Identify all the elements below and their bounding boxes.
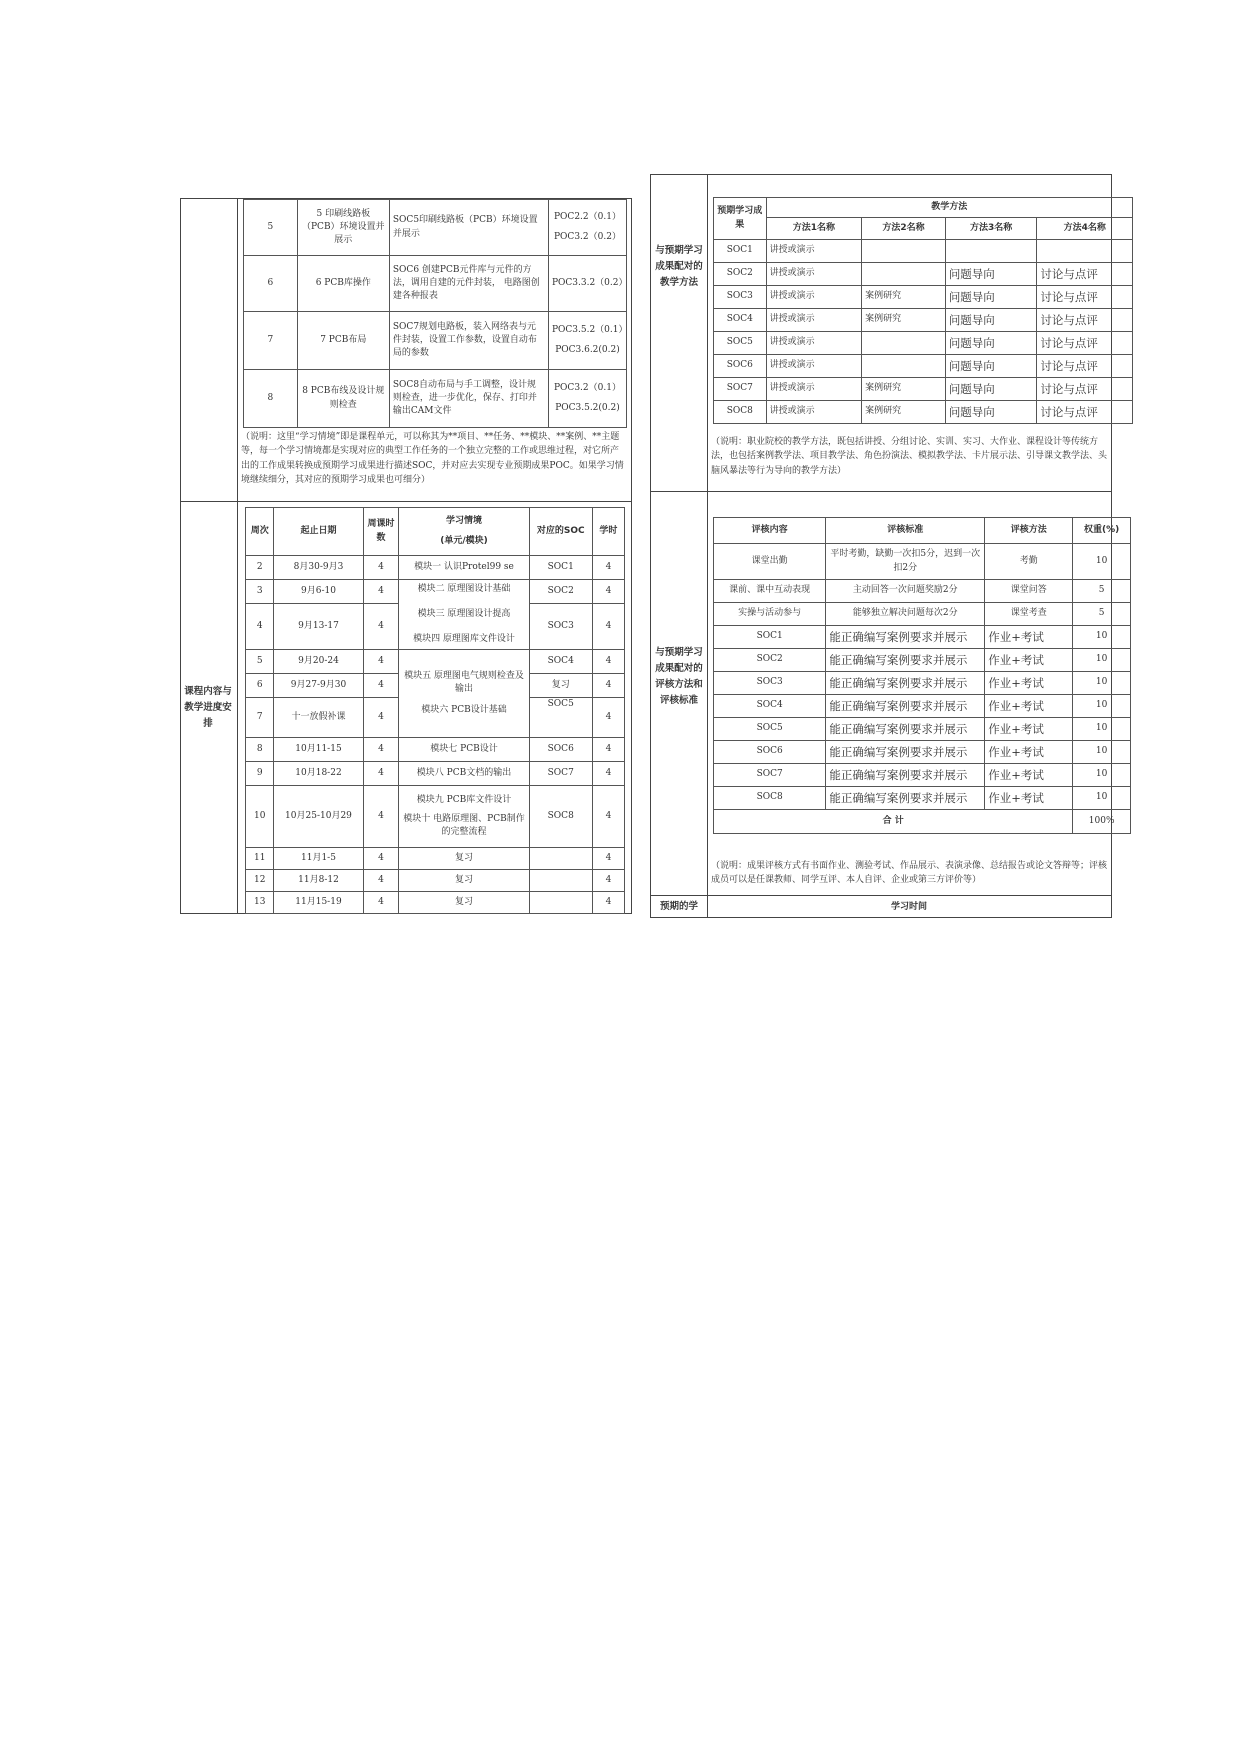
total-row (714, 810, 1131, 834)
method-4-cell: 讨论与点评 (1037, 309, 1133, 332)
soc-cell: SOC4 (529, 650, 592, 674)
method-2-cell: 案例研究 (862, 401, 946, 424)
table-row (714, 240, 1133, 263)
hours-cell: 4 (592, 870, 624, 892)
col-methods-group: 教学方法 (766, 198, 1132, 218)
col-situation (399, 508, 529, 556)
soc-cell: SOC3 (529, 604, 592, 650)
hours-cell: 4 (592, 674, 624, 698)
method-3-cell: 问题导向 (945, 286, 1037, 309)
method-1-cell: 讲授或演示 (766, 263, 861, 286)
hpw-cell: 4 (363, 674, 399, 698)
hpw-cell: 4 (363, 556, 399, 580)
content-cell: SOC2 (714, 649, 826, 672)
week-cell: 6 (246, 674, 274, 698)
col-method-3: 方法3名称 (945, 218, 1037, 240)
hpw-cell: 4 (363, 892, 399, 914)
soc-cell: 复习 (529, 674, 592, 698)
method-1-cell: 讲授或演示 (766, 309, 861, 332)
method-3-cell: 问题导向 (945, 309, 1037, 332)
bottom-header: 学习时间 (890, 902, 927, 912)
standard-cell: 能正确编写案例要求并展示 (826, 787, 985, 810)
table-row (246, 738, 625, 762)
table-row (714, 332, 1133, 355)
table-row (714, 672, 1131, 695)
method-cell: 作业+考试 (985, 672, 1073, 695)
col-situation-sub: (单元/模块) (440, 535, 488, 546)
dates-cell: 10月18-22 (274, 762, 363, 786)
dates-cell: 11月1-5 (274, 848, 363, 870)
schedule-section-label: 课程内容与教学进度安排 (184, 686, 232, 730)
table-row (246, 580, 625, 604)
table-row (246, 892, 625, 914)
col-method-1: 方法1名称 (766, 218, 861, 240)
weight-cell: 10 (1073, 787, 1131, 810)
week-cell: 2 (246, 556, 274, 580)
module-4: 模块四 原理图库文件设计 (413, 634, 515, 645)
standard-cell: 能够独立解决问题每次2分 (826, 603, 985, 626)
left-panel (180, 198, 632, 914)
weight-cell: 5 (1073, 603, 1131, 626)
method-1-cell: 讲授或演示 (766, 355, 861, 378)
soc-description: SOC7规划电路板，装入网络表与元件封装，设置工作参数，设置自动布局的参数 (389, 312, 548, 370)
dates-cell: 十一放假补课 (274, 698, 363, 738)
soc-cell: SOC8 (529, 786, 592, 848)
dates-cell: 10月11-15 (274, 738, 363, 762)
table-row (244, 256, 627, 312)
hpw-cell: 4 (363, 698, 399, 738)
weight-cell: 10 (1073, 741, 1131, 764)
table-row (246, 556, 625, 580)
poc-value: POC3.5.2（0.1） (551, 325, 628, 336)
col-method-2: 方法2名称 (862, 218, 946, 240)
method-3-cell: 问题导向 (945, 355, 1037, 378)
method-1-cell: 讲授或演示 (766, 240, 861, 263)
hours-cell: 4 (592, 762, 624, 786)
col-standard: 评核标准 (826, 518, 985, 544)
table-row (714, 286, 1133, 309)
table-row (714, 309, 1133, 332)
standard-cell: 能正确编写案例要求并展示 (826, 626, 985, 649)
method-cell: 课堂考查 (985, 603, 1073, 626)
weight-cell: 10 (1073, 649, 1131, 672)
right-panel (650, 174, 1120, 918)
soc-cell: SOC3 (714, 286, 767, 309)
methods-note: （说明：职业院校的教学方法，既包括讲授、分组讨论、实训、实习、大作业、课程设计等传统方法，也包括案例教学法、项目教学法、角色扮演法、模拟教学法、卡片展示法、引导课文教学法、头脑风暴法等行为导向的教学方法） (711, 437, 1108, 476)
col-hours-per-week: 周课时数 (363, 508, 399, 556)
col-situation-title: 学习情境 (445, 516, 482, 527)
soc-cell: SOC2 (714, 263, 767, 286)
situation-cell: 7 PCB布局 (297, 312, 389, 370)
method-1-cell: 讲授或演示 (766, 378, 861, 401)
assess-section-label: 与预期学习成果配对的评核方法和评核标准 (655, 647, 703, 707)
standard-cell: 能正确编写案例要求并展示 (826, 695, 985, 718)
method-4-cell: 讨论与点评 (1037, 263, 1133, 286)
table-row (714, 401, 1133, 424)
hpw-cell: 4 (363, 870, 399, 892)
week-cell: 5 (246, 650, 274, 674)
table-row (246, 870, 625, 892)
module-cell: 复习 (399, 870, 529, 892)
module-cell: 模块八 PCB文档的输出 (399, 762, 529, 786)
method-3-cell: 问题导向 (945, 332, 1037, 355)
soc-description: SOC6 创建PCB元件库与元件的方法，调用自建的元件封装， 电路图创建各种报表 (389, 256, 548, 312)
left-label-column (181, 199, 238, 913)
content-cell: SOC3 (714, 672, 826, 695)
content-cell: SOC5 (714, 718, 826, 741)
soc-cell (529, 870, 592, 892)
table-row (714, 378, 1133, 401)
soc-description: SOC5印刷线路板（PCB）环境设置并展示 (389, 200, 548, 256)
dates-cell: 9月6-10 (274, 580, 363, 604)
poc-cell (548, 200, 626, 256)
soc-cell (529, 848, 592, 870)
weight-cell: 10 (1073, 764, 1131, 787)
method-4-cell (1037, 240, 1133, 263)
poc-cell (548, 256, 626, 312)
hours-cell: 4 (592, 698, 624, 738)
hpw-cell: 4 (363, 762, 399, 786)
content-cell: 实操与活动参与 (714, 603, 826, 626)
content-cell: SOC7 (714, 764, 826, 787)
col-dates: 起止日期 (274, 508, 363, 556)
module-10: 模块十 电路原理图、PCB制作的完整流程 (403, 813, 525, 838)
method-cell: 作业+考试 (985, 695, 1073, 718)
soc-cell: SOC8 (714, 401, 767, 424)
col-weight: 权重(%) (1073, 518, 1131, 544)
method-cell: 作业+考试 (985, 626, 1073, 649)
row-number: 7 (244, 312, 298, 370)
standard-cell: 主动回答一次问题奖励2分 (826, 580, 985, 603)
methods-table (713, 197, 1133, 424)
col-soc: 对应的SOC (529, 508, 592, 556)
outcomes-note: （说明：这里“学习情境”即是课程单元，可以称其为**项目、**任务、**模块、**案例、**主题等，每一个学习情境都是实现对应的典型工作任务的一个独立完整的工作或思维过程，对它所产出的工作成果转换成预期学习成果进行描述SOC，并对应去实现专业预期成果POC。如果学习情境继续细分，其对应的预期学习成果也可细分） (241, 432, 624, 486)
situation-cell: 8 PCB布线及设计规则检查 (297, 370, 389, 428)
poc-cell (548, 370, 626, 428)
hpw-cell: 4 (363, 738, 399, 762)
module-cell (399, 786, 529, 848)
content-cell: 课堂出勤 (714, 544, 826, 580)
situation-cell: 5 印刷线路板（PCB）环境设置并展示 (297, 200, 389, 256)
hpw-cell: 4 (363, 604, 399, 650)
standard-cell: 能正确编写案例要求并展示 (826, 649, 985, 672)
method-1-cell: 讲授或演示 (766, 286, 861, 309)
methods-section-label: 与预期学习成果配对的教学方法 (655, 245, 703, 289)
hours-cell: 4 (592, 650, 624, 674)
method-4-cell: 讨论与点评 (1037, 401, 1133, 424)
method-1-cell: 讲授或演示 (766, 401, 861, 424)
schedule-table (245, 507, 625, 914)
table-row (246, 786, 625, 848)
row-number: 8 (244, 370, 298, 428)
standard-cell: 能正确编写案例要求并展示 (826, 672, 985, 695)
method-3-cell (945, 240, 1037, 263)
module-5: 模块五 原理图电气规则检查及输出 (404, 670, 524, 694)
soc-cell: SOC6 (714, 355, 767, 378)
module-cell (399, 580, 529, 650)
method-2-cell: 案例研究 (862, 286, 946, 309)
soc-cell: SOC2 (529, 580, 592, 604)
poc-value: POC3.5.2(0.2) (555, 402, 620, 413)
total-weight: 100% (1073, 810, 1131, 834)
week-cell: 3 (246, 580, 274, 604)
standard-cell: 能正确编写案例要求并展示 (826, 741, 985, 764)
week-cell: 10 (246, 786, 274, 848)
method-cell: 考勤 (985, 544, 1073, 580)
method-2-cell (862, 263, 946, 286)
dates-cell: 10月25-10月29 (274, 786, 363, 848)
week-cell: 13 (246, 892, 274, 914)
table-row (714, 695, 1131, 718)
dates-cell: 8月30-9月3 (274, 556, 363, 580)
col-hours: 学时 (592, 508, 624, 556)
table-row (714, 355, 1133, 378)
table-row (244, 370, 627, 428)
module-cell: 复习 (399, 892, 529, 914)
col-method-4: 方法4名称 (1037, 218, 1133, 240)
module-cell: 模块一 认识Protel99 se (399, 556, 529, 580)
outcomes-table (243, 199, 627, 428)
method-1-cell: 讲授或演示 (766, 332, 861, 355)
soc-cell: SOC1 (714, 240, 767, 263)
method-4-cell: 讨论与点评 (1037, 355, 1133, 378)
content-cell: SOC4 (714, 695, 826, 718)
method-cell: 作业+考试 (985, 649, 1073, 672)
hpw-cell: 4 (363, 650, 399, 674)
hpw-cell: 4 (363, 848, 399, 870)
weight-cell: 10 (1073, 672, 1131, 695)
standard-cell: 平时考勤，缺勤一次扣5分，迟到一次扣2分 (826, 544, 985, 580)
hours-cell: 4 (592, 786, 624, 848)
section-divider (181, 501, 631, 502)
hours-cell: 4 (592, 580, 624, 604)
col-content: 评核内容 (714, 518, 826, 544)
table-row (714, 263, 1133, 286)
hours-cell: 4 (592, 738, 624, 762)
weight-cell: 10 (1073, 626, 1131, 649)
weight-cell: 10 (1073, 544, 1131, 580)
poc-value: POC3.2（0.2） (554, 231, 621, 242)
week-cell: 11 (246, 848, 274, 870)
method-4-cell: 讨论与点评 (1037, 332, 1133, 355)
poc-value: POC3.2（0.1） (554, 383, 621, 394)
table-row (714, 787, 1131, 810)
table-row (714, 544, 1131, 580)
method-cell: 作业+考试 (985, 718, 1073, 741)
weight-cell: 10 (1073, 718, 1131, 741)
table-row (714, 718, 1131, 741)
method-cell: 作业+考试 (985, 741, 1073, 764)
module-cell (399, 650, 529, 738)
table-row (714, 764, 1131, 787)
poc-value: POC3.6.2(0.2) (555, 344, 620, 355)
method-cell: 作业+考试 (985, 764, 1073, 787)
soc-cell: SOC5 (714, 332, 767, 355)
table-row (244, 200, 627, 256)
week-cell: 12 (246, 870, 274, 892)
weight-cell: 5 (1073, 580, 1131, 603)
method-4-cell: 讨论与点评 (1037, 378, 1133, 401)
method-2-cell (862, 240, 946, 263)
week-cell: 9 (246, 762, 274, 786)
dates-cell: 9月20-24 (274, 650, 363, 674)
method-2-cell: 案例研究 (862, 309, 946, 332)
hpw-cell: 4 (363, 786, 399, 848)
method-4-cell: 讨论与点评 (1037, 286, 1133, 309)
method-2-cell: 案例研究 (862, 378, 946, 401)
standard-cell: 能正确编写案例要求并展示 (826, 718, 985, 741)
module-2: 模块二 原理图设计基础 (417, 583, 511, 594)
module-cell: 复习 (399, 848, 529, 870)
col-week: 周次 (246, 508, 274, 556)
dates-cell: 9月13-17 (274, 604, 363, 650)
hours-cell: 4 (592, 848, 624, 870)
soc-cell: SOC4 (714, 309, 767, 332)
table-row (246, 762, 625, 786)
soc-cell: SOC5 (529, 698, 592, 738)
total-label: 合 计 (714, 810, 1073, 834)
soc-cell: SOC7 (714, 378, 767, 401)
col-outcome: 预期学习成果 (714, 198, 767, 240)
content-cell: SOC6 (714, 741, 826, 764)
poc-value: POC2.2（0.1） (554, 212, 621, 223)
assess-note: （说明：成果评核方式有书面作业、测验考试、作品展示、表演录像、总结报告或论文答辩等；评核成员可以是任课教师、同学互评、本人自评、企业或第三方评价等） (711, 861, 1108, 886)
module-cell: 模块七 PCB设计 (399, 738, 529, 762)
soc-description: SOC8自动布局与手工调整，设计规则检查，进一步优化，保存、打印并输出CAM文件 (389, 370, 548, 428)
soc-cell: SOC7 (529, 762, 592, 786)
soc-cell (529, 892, 592, 914)
poc-cell (548, 312, 626, 370)
method-3-cell: 问题导向 (945, 401, 1037, 424)
method-3-cell: 问题导向 (945, 263, 1037, 286)
section-divider (651, 895, 1111, 896)
content-cell: SOC8 (714, 787, 826, 810)
hours-cell: 4 (592, 604, 624, 650)
poc-value: POC3.3.2（0.2） (551, 277, 628, 288)
method-cell: 作业+考试 (985, 787, 1073, 810)
standard-cell: 能正确编写案例要求并展示 (826, 764, 985, 787)
module-3: 模块三 原理图设计提高 (417, 608, 511, 619)
method-3-cell: 问题导向 (945, 378, 1037, 401)
weight-cell: 10 (1073, 695, 1131, 718)
table-row (714, 603, 1131, 626)
bottom-section-label: 预期的学 (659, 901, 698, 912)
content-cell: 课前、课中互动表现 (714, 580, 826, 603)
row-number: 5 (244, 200, 298, 256)
module-6: 模块六 PCB设计基础 (421, 705, 507, 716)
row-number: 6 (244, 256, 298, 312)
soc-cell: SOC6 (529, 738, 592, 762)
section-divider (651, 491, 1111, 492)
dates-cell: 9月27-9月30 (274, 674, 363, 698)
situation-cell: 6 PCB库操作 (297, 256, 389, 312)
table-row (246, 650, 625, 674)
table-row (714, 741, 1131, 764)
hours-cell: 4 (592, 892, 624, 914)
table-row (714, 580, 1131, 603)
method-2-cell (862, 355, 946, 378)
hours-cell: 4 (592, 556, 624, 580)
hpw-cell: 4 (363, 580, 399, 604)
soc-cell: SOC1 (529, 556, 592, 580)
table-row (714, 626, 1131, 649)
dates-cell: 11月8-12 (274, 870, 363, 892)
content-cell: SOC1 (714, 626, 826, 649)
week-cell: 4 (246, 604, 274, 650)
week-cell: 7 (246, 698, 274, 738)
table-row (714, 649, 1131, 672)
dates-cell: 11月15-19 (274, 892, 363, 914)
method-cell: 课堂问答 (985, 580, 1073, 603)
col-method: 评核方法 (985, 518, 1073, 544)
method-2-cell (862, 332, 946, 355)
assess-table (713, 517, 1131, 834)
module-9: 模块九 PCB库文件设计 (416, 794, 512, 805)
week-cell: 8 (246, 738, 274, 762)
table-row (246, 848, 625, 870)
table-row (244, 312, 627, 370)
